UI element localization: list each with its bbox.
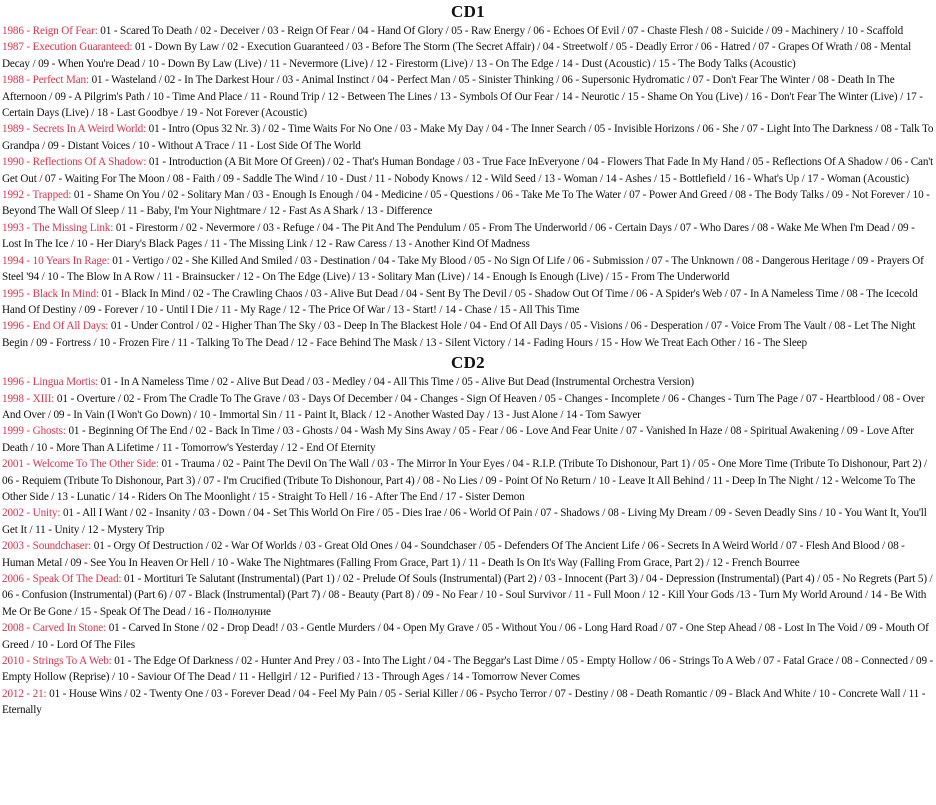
track-list: 01 - Under Control / 02 - Higher Than The Sky / 03 - Deep In The Blackest Hole / 04 - End Of All Days / 05 - Visions / 06 - Desperation / 07 - Voice From The Vault / 08 - Let The Night Begin / 09 - Fortress / 10 - Frozen Fire / 11 - Talking To The Dead / 12 - Face Behind The Mask / 13 - Silent Victory / 14 - Fading Hours / 15 - How We Treat Each Other / 16 - The Sleep [2, 320, 916, 349]
album-entry [2, 72, 934, 121]
album-entry [2, 456, 934, 505]
album-entry [2, 23, 934, 39]
album-entry [2, 154, 934, 187]
track-list: 01 - Down By Law / 02 - Execution Guaranteed / 03 - Before The Storm (The Secret Affair) / 04 - Streetwolf / 05 - Deadly Error / 06 - Hatred / 07 - Grapes Of Wrath / 08 - Mental Decay / 09 - When You're Dead / 10 - Down By Law (Live) / 11 - Nevermore (Live) / 12 - Firestorm (Live) / 13 - On The Edge / 14 - Dust (Acoustic) / 15 - The Body Talks (Acoustic) [2, 41, 912, 70]
album-title: 1986 - Reign Of Fear: [2, 25, 98, 37]
album-title: 2010 - Strings To A Web: [2, 655, 112, 668]
album-entry [2, 686, 934, 719]
album-entry [2, 318, 934, 351]
album-title: 2006 - Speak Of The Dead: [2, 573, 122, 585]
album-title: 1988 - Perfect Man: [2, 74, 89, 87]
album-title: 2012 - 21: [2, 687, 47, 700]
album-entry [2, 187, 934, 220]
cd1-album-list [2, 23, 934, 351]
track-list: 01 - Shame On You / 02 - Solitary Man / 03 - Enough Is Enough / 04 - Medicine / 05 - Questions / 06 - Take Me To The Water / 07 - Power And Greed / 08 - The Body Talks / 09 - Not Forever / 10 - Beyond The Wall Of Sleep / 11 - Baby, I'm Your Nightmare / 12 - Fast As A Shark / 13 - Difference [2, 189, 930, 218]
album-title: 2003 - Soundchaser: [2, 540, 92, 553]
track-list: 01 - Firestorm / 02 - Nevermore / 03 - Refuge / 04 - The Pit And The Pendulum / 05 - From The Underworld / 06 - Certain Days / 07 - Who Dares / 08 - Wake Me When I'm Dead / 09 - Lost In The Ice / 10 - Her Diary's Black Pages / 11 - The Missing Link / 12 - Raw Caress / 13 - Another Kind Of Madness [2, 221, 915, 251]
cd2-heading: CD2 [451, 353, 485, 373]
album-title: 1994 - 10 Years In Rage: [2, 254, 110, 267]
album-entry [2, 374, 934, 390]
track-list: 01 - The Edge Of Darkness / 02 - Hunter And Prey / 03 - Into The Light / 04 - The Beggar's Last Dime / 05 - Empty Hollow / 06 - Strings To A Web / 07 - Fatal Grace / 08 - Connected / 09 - Empty Hollow (Reprise) / 10 - Saviour Of The Dead / 11 - Hellgirl / 12 - Purified / 13 - Through Ages / 14 - Tomorrow Never Comes [2, 655, 934, 684]
album-entry [2, 538, 934, 571]
album-title: 1992 - Trapped: [2, 189, 72, 202]
track-list: 01 - Introduction (A Bit More Of Green) / 02 - That's Human Bondage / 03 - True Face InEveryone / 04 - Flowers That Fade In My Hand / 05 - Reflections Of A Shadow / 06 - Can't Get Out / 07 - Waiting For The Moon / 08 - Faith / 09 - Saddle The Wind / 10 - Dust / 11 - Nobody Knows / 12 - Wild Seed / 13 - Woman / 14 - Ashes / 15 - Bottlefield / 16 - What's Up / 17 - Woman (Acoustic) [2, 156, 934, 185]
album-title: 1987 - Execution Guaranteed: [2, 41, 133, 54]
album-entry [2, 253, 934, 286]
album-title: 1996 - Lingua Mortis: [2, 376, 98, 389]
album-entry [2, 653, 934, 686]
track-list: 01 - Carved In Stone / 02 - Drop Dead! / 03 - Gentle Murders / 04 - Open My Grave / 05 - Without You / 06 - Long Hard Road / 07 - One Step Ahead / 08 - Lost In The Void / 09 - Mouth Of Greed / 10 - Lord Of The Files [2, 622, 929, 651]
album-title: 2001 - Welcome To The Other Side: [2, 458, 159, 471]
album-entry [2, 620, 934, 653]
album-title: 1990 - Reflections Of A Shadow: [2, 156, 147, 169]
track-list: 01 - Wasteland / 02 - In The Darkest Hour / 03 - Animal Instinct / 04 - Perfect Man / 05 - Sinister Thinking / 06 - Supersonic Hydromatic / 07 - Don't Fear The Winter / 08 - Death In The Afternoon / 09 - A Pilgrim's Path / 10 - Time And Place / 11 - Round Trip / 12 - Between The Lines / 13 - Symbols Of Our Fear / 14 - Neurotic / 15 - Shame On You (Live) / 16 - Don't Fear The Winter (Live) / 17 - Certain Days (Live) / 18 - Last Goodbye / 19 - Not Forever (Acoustic) [2, 74, 923, 120]
album-title: 1999 - Ghosts: [2, 425, 66, 438]
track-list: 01 - Orgy Of Destruction / 02 - War Of Worlds / 03 - Great Old Ones / 04 - Soundchaser / 05 - Defenders Of The Ancient Life / 06 - Secrets In A Weird World / 07 - Flesh And Blood / 08 - Human Metal / 09 - See You In Heaven Or Hell / 10 - Wake The Nightmares (Falling From Grace, Part 1) / 11 - Death Is On It's Way (Falling From Grace, Part 2) / 12 - French Bourree [2, 540, 905, 569]
track-list: 01 - In A Nameless Time / 02 - Alive But Dead / 03 - Medley / 04 - All This Time / 05 - Alive But Dead (Instrumental Orchestra Version) [97, 376, 694, 389]
album-entry [2, 121, 934, 154]
album-title: 1996 - End Of All Days: [2, 320, 109, 333]
album-entry [2, 505, 934, 538]
track-list: 01 - Overture / 02 - From The Cradle To The Grave / 03 - Days Of December / 04 - Changes - Sign Of Heaven / 05 - Changes - Incomplete / 06 - Changes - Turn The Page / 07 - Heartblood / 08 - Over And Over / 09 - In Vain (I Won't Go Down) / 10 - Immortal Sin / 11 - Paint It, Black / 12 - Another Wasted Day / 13 - Just Alone / 14 - Tom Sawyer [2, 392, 925, 421]
album-entry [2, 391, 934, 424]
track-list: 01 - Intro (Opus 32 Nr. 3) / 02 - Time Waits For No One / 03 - Make My Day / 04 - The Inner Search / 05 - Invisible Horizons / 06 - She / 07 - Light Into The Darkness / 08 - Talk To Grandpa / 09 - Distant Voices / 10 - Without A Trace / 11 - Lost Side Of The World [2, 123, 934, 152]
album-title: 1993 - The Missing Link: [2, 221, 114, 234]
track-list: 01 - Beginning Of The End / 02 - Back In Time / 03 - Ghosts / 04 - Wash My Sins Away / 05 - Fear / 06 - Love And Fear Unite / 07 - Vanished In Haze / 08 - Spiritual Awakening / 09 - Love After Death / 10 - More Than A Lifetime / 11 - Tomorrow's Yesterday / 12 - End Of Eternity [2, 425, 914, 454]
track-list: 01 - Trauma / 02 - Paint The Devil On The Wall / 03 - The Mirror In Your Eyes / 04 - R.I.P. (Tribute To Dishonour, Part 1) / 05 - One More Time (Tribute To Dishonour, Part 2) / 06 - Requiem (Tribute To Dishonour, Part 3) / 07 - I'm Crucified (Tribute To Dishonour, Part 4) / 08 - No Lies / 09 - Point Of No Return / 10 - Leave It All Behind / 11 - Deep In The Night / 12 - Welcome To The Other Side / 13 - Lunatic / 14 - Riders On The Moonlight / 15 - Straight To Hell / 16 - After The End / 17 - Sister Demon [2, 458, 928, 503]
album-title: 2008 - Carved In Stone: [2, 622, 107, 635]
cd1-heading: CD1 [451, 2, 485, 21]
track-list: 01 - Black In Mind / 02 - The Crawling Chaos / 03 - Alive But Dead / 04 - Sent By The Devil / 05 - Shadow Out Of Time / 06 - A Spider's Web / 07 - In A Nameless Time / 08 - The Icecold Hand Of Destiny / 09 - Forever / 10 - Until I Die / 11 - My Rage / 12 - The Price Of War / 13 - Start! / 14 - Chase / 15 - All This Time [2, 287, 918, 316]
album-title: 1995 - Black In Mind: [2, 287, 99, 300]
track-list: 01 - Mortituri Te Salutant (Instrumental) (Part 1) / 02 - Prelude Of Souls (Instrumental) (Part 2) / 03 - Innocent (Part 3) / 04 - Depression (Instrumental) (Part 4) / 05 - No Regrets (Part 5) / 06 - Confusion (Instrumental) (Part 6) / 07 - Black (Instrumental) (Part 7) / 08 - Beauty (Part 8) / 09 - No Fear / 10 - Soul Survivor / 11 - Full Moon / 12 - Kill Your Gods /13 - Turn My World Around / 14 - Be With Me Or Be Gone / 15 - Speak Of The Dead / 16 - Полнолуние [2, 573, 933, 618]
album-entry [2, 286, 934, 319]
album-title: 1989 - Secrets In A Weird World: [2, 123, 146, 136]
album-title: 2002 - Unity: [2, 507, 61, 520]
track-list: 01 - All I Want / 02 - Insanity / 03 - Down / 04 - Set This World On Fire / 05 - Dies Irae / 06 - World Of Pain / 07 - Shadows / 08 - Living My Dream / 09 - Seven Deadly Sins / 10 - You Want It, You'll Get It / 11 - Unity / 12 - Mystery Trip [2, 507, 927, 536]
track-list: 01 - House Wins / 02 - Twenty One / 03 - Forever Dead / 04 - Feel My Pain / 05 - Serial Killer / 06 - Psycho Terror / 07 - Destiny / 08 - Death Romantic / 09 - Black And White / 10 - Concrete Wall / 11 - Eternally [2, 687, 926, 717]
track-list: 01 - Scared To Death / 02 - Deceiver / 03 - Reign Of Fear / 04 - Hand Of Glory / 05 - Raw Energy / 06 - Echoes Of Evil / 07 - Chaste Flesh / 08 - Suicide / 09 - Machinery / 10 - Scaffold [97, 25, 904, 37]
album-title: 1998 - XIII: [2, 392, 55, 405]
album-entry [2, 571, 934, 620]
track-list: 01 - Vertigo / 02 - She Killed And Smiled / 03 - Destination / 04 - Take My Blood / 05 - No Sign Of Life / 06 - Submission / 07 - The Unknown / 08 - Dangerous Heritage / 09 - Prayers Of Steel '94 / 10 - The Blow In A Row / 11 - Brainsucker / 12 - On The Edge (Live) / 13 - Solitary Man (Live) / 14 - Enough Is Enough (Live) / 15 - From The Underworld [2, 254, 924, 284]
album-entry [2, 423, 934, 456]
album-entry [2, 39, 934, 72]
album-entry [2, 220, 934, 253]
cd2-album-list [2, 374, 934, 719]
